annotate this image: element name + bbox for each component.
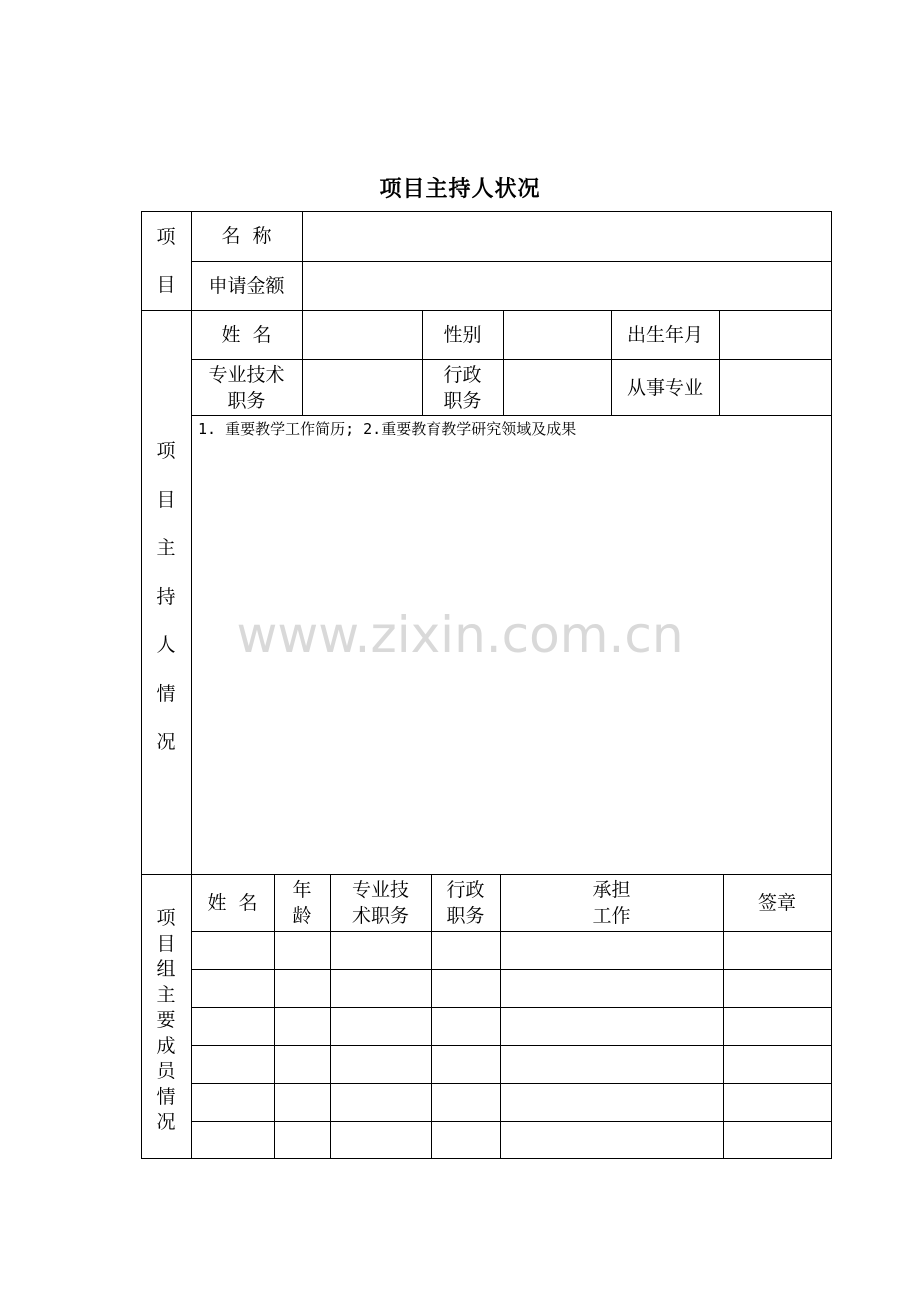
members-label-char: 况	[156, 1111, 176, 1134]
members-header-admin: 行政 职务	[446, 878, 485, 927]
members-header-signature: 签章	[757, 891, 796, 914]
page-title: 项目主持人状况	[379, 177, 541, 202]
members-header-title: 专业技 术职务	[351, 878, 409, 927]
table-border	[191, 1121, 832, 1122]
table-border	[831, 211, 832, 1159]
project-amount-label: 申请金额	[208, 274, 285, 297]
table-border	[191, 1007, 832, 1008]
members-header-duty: 承担 工作	[592, 878, 631, 927]
leader-label-char: 况	[156, 731, 176, 754]
project-name-label: 名 称	[221, 225, 272, 247]
table-border	[191, 969, 832, 970]
members-header-name: 姓 名	[207, 891, 258, 914]
project-amount-field[interactable]	[303, 262, 831, 310]
leader-admin-label: 行政 职务	[443, 364, 482, 412]
leader-admin-field[interactable]	[504, 360, 611, 415]
leader-gender-field[interactable]	[504, 311, 611, 359]
members-label-char: 主	[156, 983, 176, 1006]
leader-birth-field[interactable]	[720, 311, 831, 359]
leader-label-char: 目	[156, 488, 176, 511]
project-section-label	[141, 211, 191, 311]
members-label-char: 组	[156, 958, 176, 981]
members-label-char: 情	[156, 1085, 176, 1108]
leader-label-char: 持	[156, 585, 176, 608]
project-label-char: 项	[156, 226, 176, 248]
leader-resume-note: 1. 重要教学工作简历; 2.重要教育教学研究领域及成果	[198, 420, 577, 438]
table-border	[191, 931, 832, 932]
leader-birth-label: 出生年月	[626, 323, 703, 346]
leader-gender-label: 性别	[443, 323, 482, 346]
project-label-char: 目	[156, 274, 176, 296]
leader-section-label	[141, 310, 191, 874]
leader-label-char: 情	[156, 682, 176, 705]
members-section-label	[141, 874, 191, 1158]
members-label-char: 员	[156, 1060, 176, 1083]
leader-name-label: 姓 名	[221, 323, 272, 346]
leader-major-field[interactable]	[720, 360, 831, 415]
leader-label-char: 人	[156, 634, 176, 657]
table-border	[191, 1083, 832, 1084]
leader-title-field[interactable]	[303, 360, 422, 415]
leader-label-char: 主	[156, 537, 176, 560]
members-label-char: 目	[156, 932, 176, 955]
leader-name-field[interactable]	[303, 311, 422, 359]
table-border	[191, 1045, 832, 1046]
members-label-char: 成	[156, 1034, 176, 1057]
leader-title-label: 专业技术 职务	[208, 364, 285, 412]
leader-label-char: 项	[156, 440, 176, 463]
project-name-field[interactable]	[303, 212, 831, 261]
leader-major-label: 从事专业	[626, 377, 703, 399]
table-border	[141, 1158, 832, 1159]
members-label-char: 要	[156, 1009, 176, 1032]
watermark: www.zixin.com.cn	[236, 606, 684, 664]
members-header-age: 年 龄	[292, 878, 312, 927]
members-label-char: 项	[156, 907, 176, 930]
